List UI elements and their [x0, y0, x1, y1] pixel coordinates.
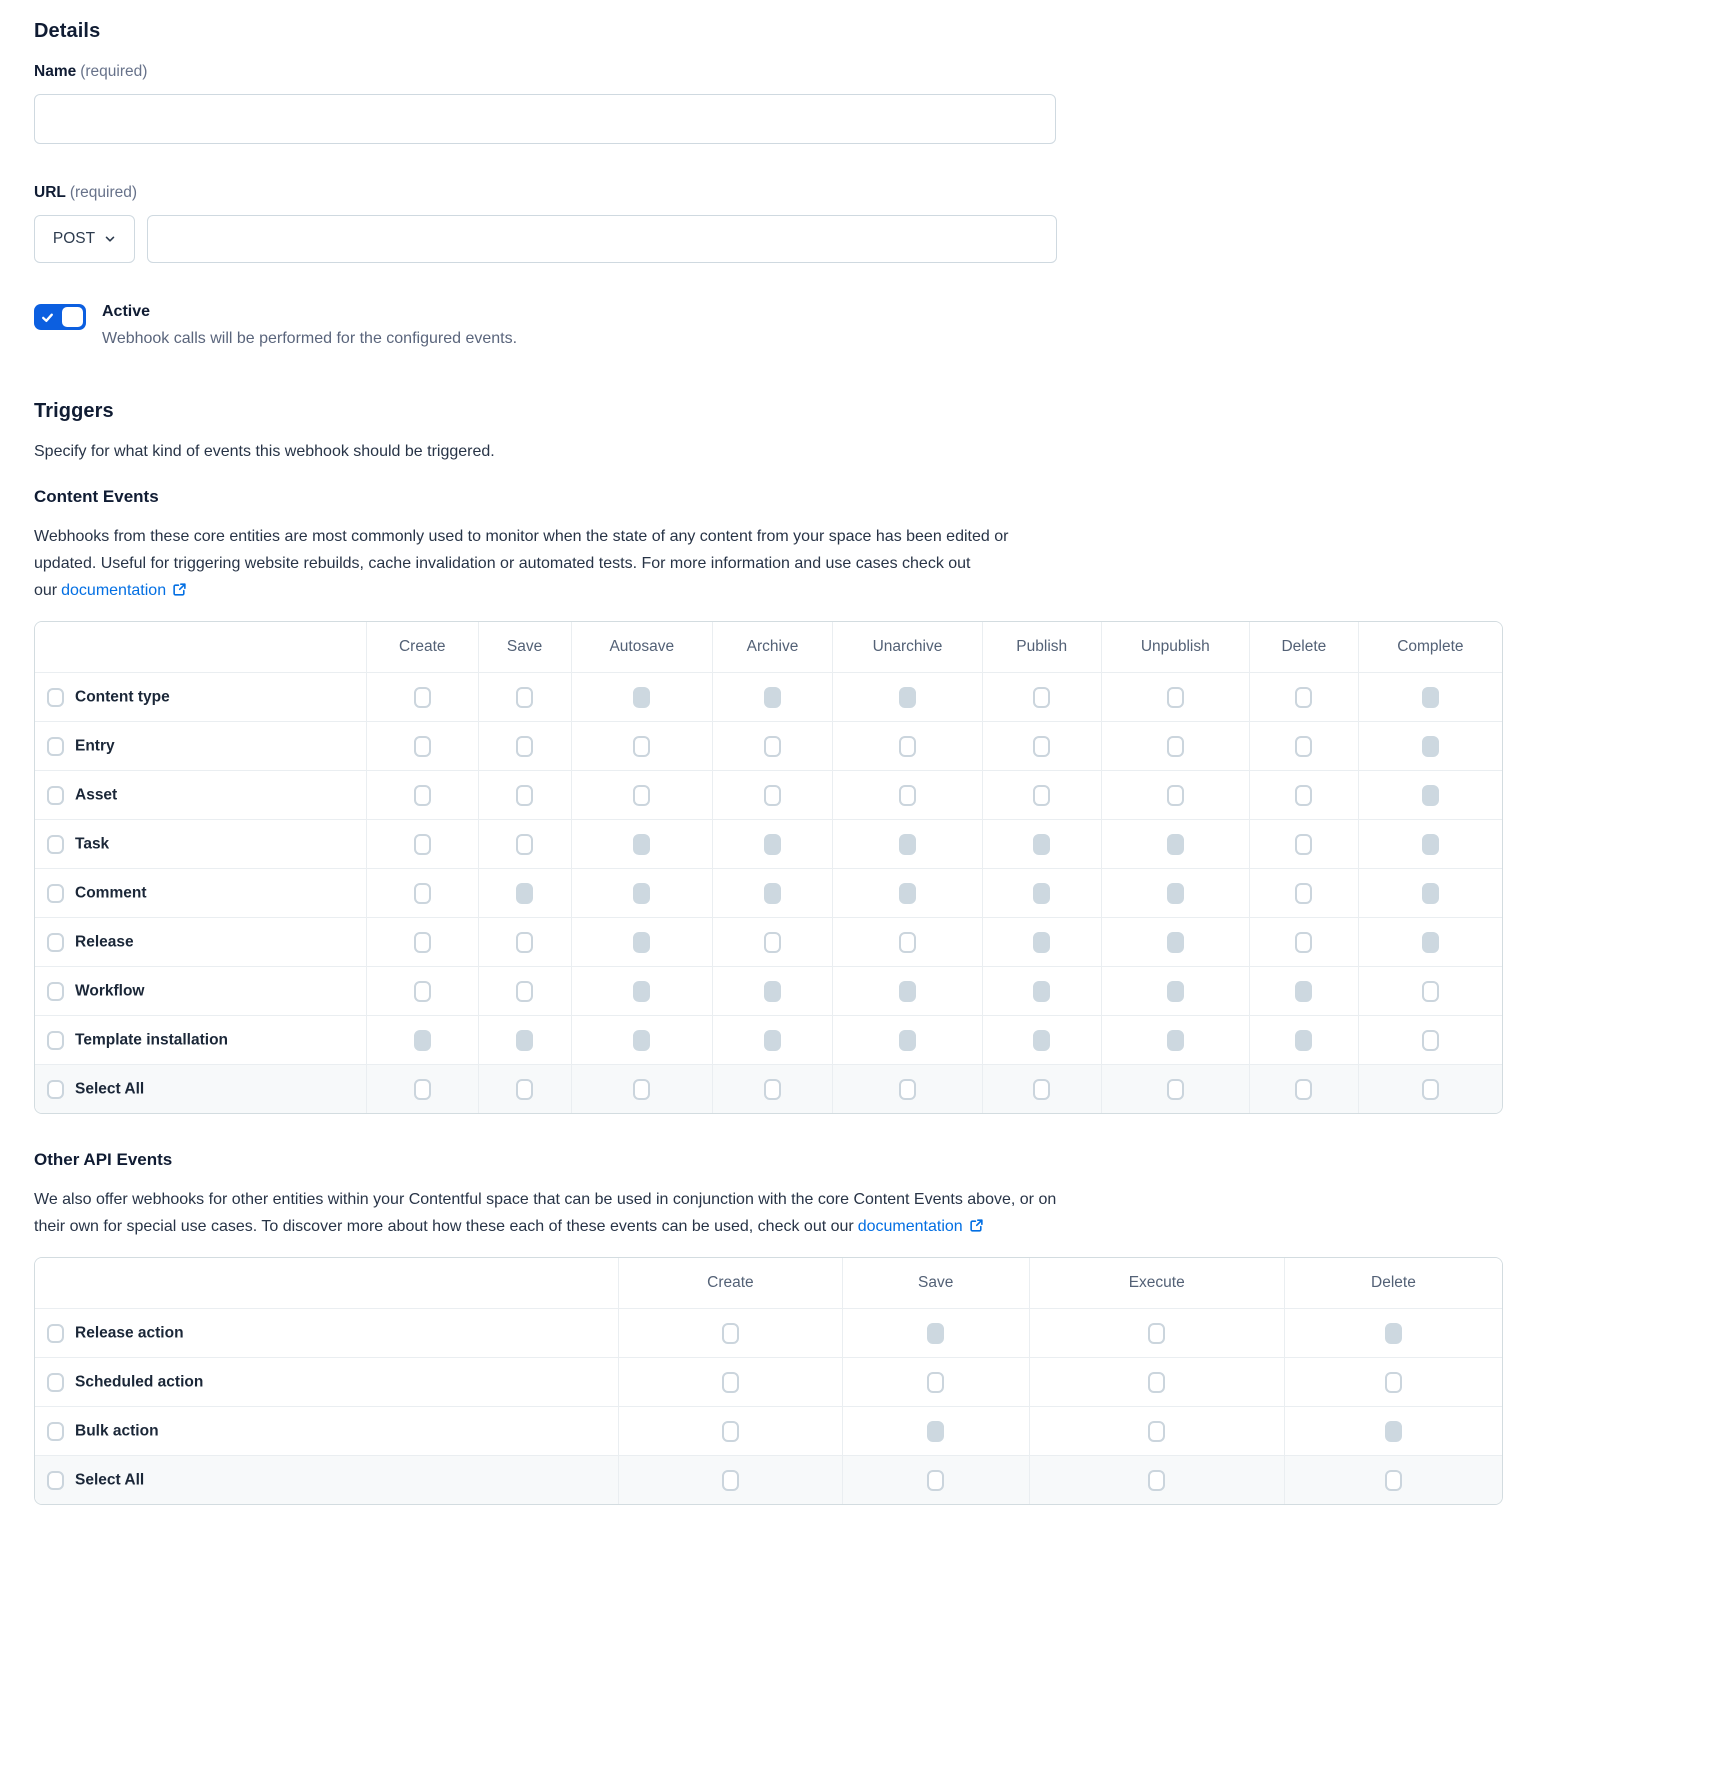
event-cell	[366, 819, 478, 868]
event-cell	[842, 1406, 1029, 1455]
event-cell	[712, 917, 832, 966]
table-row	[35, 770, 1502, 819]
event-checkbox-disabled	[899, 1030, 916, 1051]
event-cell	[842, 1308, 1029, 1357]
column-header: Autosave	[571, 622, 712, 672]
row-label: Asset	[75, 786, 118, 803]
event-cell	[366, 868, 478, 917]
event-cell	[832, 868, 982, 917]
event-cell	[982, 770, 1101, 819]
event-cell	[478, 819, 571, 868]
event-cell	[832, 721, 982, 770]
table-corner-cell	[35, 1258, 618, 1308]
event-checkbox-disabled	[1033, 932, 1050, 953]
row-label-cell	[35, 770, 366, 819]
row-label-cell	[35, 1406, 618, 1455]
event-checkbox[interactable]	[1295, 785, 1312, 806]
row-label-cell	[35, 1455, 618, 1504]
event-checkbox[interactable]	[899, 932, 916, 953]
table-row	[35, 868, 1502, 917]
event-checkbox[interactable]	[1148, 1372, 1165, 1393]
event-cell	[571, 1015, 712, 1064]
event-cell	[478, 672, 571, 721]
row-label-cell	[35, 819, 366, 868]
column-header: Save	[842, 1258, 1029, 1308]
event-checkbox-disabled	[1295, 1030, 1312, 1051]
event-checkbox-disabled	[1167, 981, 1184, 1002]
row-select-checkbox[interactable]	[47, 835, 64, 854]
event-checkbox[interactable]	[1295, 932, 1312, 953]
table-row	[35, 917, 1502, 966]
table-row	[35, 1308, 1502, 1357]
event-cell	[1358, 721, 1502, 770]
row-label: Entry	[75, 737, 115, 754]
event-checkbox[interactable]	[1033, 785, 1050, 806]
table-row	[35, 1455, 1502, 1504]
event-cell	[712, 819, 832, 868]
event-checkbox[interactable]	[414, 932, 431, 953]
event-checkbox[interactable]	[899, 1079, 916, 1100]
event-checkbox[interactable]	[764, 932, 781, 953]
event-cell	[842, 1455, 1029, 1504]
row-select-checkbox[interactable]	[47, 884, 64, 903]
row-label: Scheduled action	[75, 1373, 204, 1390]
table-row	[35, 672, 1502, 721]
content-events-description	[34, 523, 1066, 604]
event-cell	[842, 1357, 1029, 1406]
content-events-header-row	[35, 622, 1502, 672]
event-cell	[571, 1064, 712, 1113]
event-checkbox-disabled	[1033, 981, 1050, 1002]
event-checkbox-disabled	[899, 834, 916, 855]
event-checkbox[interactable]	[927, 1372, 944, 1393]
event-cell	[1249, 1015, 1358, 1064]
event-cell	[1101, 1015, 1250, 1064]
event-checkbox[interactable]	[516, 1079, 533, 1100]
event-cell	[1358, 966, 1502, 1015]
row-label-cell	[35, 1308, 618, 1357]
event-checkbox-disabled	[899, 687, 916, 708]
row-label: Release action	[75, 1324, 184, 1341]
table-row	[35, 966, 1502, 1015]
event-cell	[366, 966, 478, 1015]
event-checkbox[interactable]	[722, 1323, 739, 1344]
event-cell	[712, 868, 832, 917]
event-cell	[982, 672, 1101, 721]
documentation-link[interactable]: documentation	[857, 1218, 963, 1235]
event-checkbox-disabled	[899, 981, 916, 1002]
event-checkbox-disabled	[1422, 687, 1439, 708]
name-input[interactable]	[34, 94, 1056, 144]
event-cell	[712, 966, 832, 1015]
event-checkbox[interactable]	[516, 687, 533, 708]
column-header: Archive	[712, 622, 832, 672]
event-checkbox[interactable]	[764, 736, 781, 757]
event-checkbox[interactable]	[1295, 1079, 1312, 1100]
name-field-label	[34, 63, 1735, 81]
event-cell	[982, 819, 1101, 868]
column-header: Unpublish	[1101, 622, 1250, 672]
event-cell	[571, 819, 712, 868]
table-row	[35, 721, 1502, 770]
http-method-select[interactable]	[34, 215, 135, 263]
details-heading: Details	[34, 20, 101, 42]
event-cell	[832, 917, 982, 966]
event-checkbox-disabled	[516, 883, 533, 904]
column-header: Save	[478, 622, 571, 672]
column-header: Publish	[982, 622, 1101, 672]
event-checkbox[interactable]	[516, 736, 533, 757]
event-checkbox-disabled	[1422, 932, 1439, 953]
event-cell	[618, 1308, 842, 1357]
event-cell	[571, 721, 712, 770]
event-checkbox[interactable]	[1295, 687, 1312, 708]
event-checkbox[interactable]	[633, 1079, 650, 1100]
event-checkbox-disabled	[1033, 834, 1050, 855]
event-checkbox[interactable]	[1167, 785, 1184, 806]
row-label-cell	[35, 721, 366, 770]
event-checkbox[interactable]	[764, 785, 781, 806]
column-header: Execute	[1029, 1258, 1284, 1308]
event-checkbox[interactable]	[1295, 883, 1312, 904]
event-cell	[366, 917, 478, 966]
event-cell	[366, 672, 478, 721]
event-cell	[571, 672, 712, 721]
event-checkbox[interactable]	[1033, 736, 1050, 757]
external-link-icon	[969, 1218, 984, 1233]
event-cell	[1249, 770, 1358, 819]
row-select-checkbox[interactable]	[47, 737, 64, 756]
row-label: Select All	[75, 1080, 145, 1097]
event-cell	[982, 917, 1101, 966]
column-header: Delete	[1284, 1258, 1502, 1308]
row-select-checkbox[interactable]	[47, 1422, 64, 1441]
column-header: Complete	[1358, 622, 1502, 672]
event-cell	[1249, 1064, 1358, 1113]
event-checkbox[interactable]	[722, 1421, 739, 1442]
event-cell	[1249, 868, 1358, 917]
event-checkbox[interactable]	[414, 785, 431, 806]
event-cell	[1249, 721, 1358, 770]
event-checkbox-disabled	[927, 1323, 944, 1344]
event-checkbox[interactable]	[516, 785, 533, 806]
event-checkbox-disabled	[633, 932, 650, 953]
event-checkbox-disabled	[633, 687, 650, 708]
event-cell	[832, 819, 982, 868]
event-cell	[712, 672, 832, 721]
row-label-cell	[35, 966, 366, 1015]
event-cell	[571, 770, 712, 819]
event-checkbox[interactable]	[414, 883, 431, 904]
url-input[interactable]	[147, 215, 1057, 263]
url-required-hint: (required)	[69, 184, 138, 201]
event-cell	[618, 1455, 842, 1504]
event-cell	[1284, 1455, 1502, 1504]
other-api-events-description	[34, 1186, 1066, 1240]
event-cell	[366, 770, 478, 819]
event-checkbox[interactable]	[1422, 1030, 1439, 1051]
event-checkbox[interactable]	[764, 1079, 781, 1100]
table-row	[35, 819, 1502, 868]
event-checkbox[interactable]	[927, 1470, 944, 1491]
event-cell	[982, 1064, 1101, 1113]
event-cell	[478, 917, 571, 966]
event-cell	[832, 770, 982, 819]
event-checkbox[interactable]	[516, 932, 533, 953]
content-events-table	[34, 621, 1503, 1114]
row-label: Content type	[75, 688, 170, 705]
other-api-events-heading: Other API Events	[34, 1150, 173, 1169]
content-events-description-text: Webhooks from these core entities are most commonly used to monitor when the state of any content from your space has been edited or updated. Useful for triggering website rebuilds, cache invalidation or automated tests. For more information and use cases check out our	[34, 528, 1009, 599]
event-checkbox[interactable]	[899, 736, 916, 757]
http-method-value: POST	[52, 230, 96, 247]
event-cell	[571, 917, 712, 966]
toggle-knob	[62, 307, 83, 327]
event-checkbox[interactable]	[1422, 981, 1439, 1002]
event-cell	[832, 1015, 982, 1064]
event-checkbox-disabled	[1385, 1323, 1402, 1344]
event-checkbox-disabled	[1422, 736, 1439, 757]
event-checkbox[interactable]	[1295, 736, 1312, 757]
event-checkbox[interactable]	[1385, 1470, 1402, 1491]
event-cell	[478, 770, 571, 819]
event-checkbox[interactable]	[1167, 1079, 1184, 1100]
event-checkbox-disabled	[516, 1030, 533, 1051]
event-cell	[1249, 819, 1358, 868]
column-header: Create	[366, 622, 478, 672]
event-checkbox-disabled	[1422, 834, 1439, 855]
event-checkbox-disabled	[1033, 1030, 1050, 1051]
row-label-cell	[35, 917, 366, 966]
row-select-checkbox[interactable]	[47, 933, 64, 952]
event-cell	[1101, 819, 1250, 868]
url-field-block	[34, 184, 1735, 263]
row-label: Bulk action	[75, 1422, 159, 1439]
row-label-cell	[35, 1357, 618, 1406]
event-cell	[366, 1064, 478, 1113]
event-cell	[366, 721, 478, 770]
row-label: Select All	[75, 1471, 145, 1488]
event-cell	[1029, 1406, 1284, 1455]
event-checkbox-disabled	[764, 981, 781, 1002]
event-checkbox-disabled	[1385, 1421, 1402, 1442]
event-checkbox-disabled	[1295, 981, 1312, 1002]
event-cell	[1101, 721, 1250, 770]
event-cell	[982, 868, 1101, 917]
event-checkbox-disabled	[764, 883, 781, 904]
event-checkbox[interactable]	[1167, 736, 1184, 757]
table-row	[35, 1357, 1502, 1406]
url-field-label	[34, 184, 1735, 202]
row-label: Workflow	[75, 982, 145, 999]
event-cell	[832, 672, 982, 721]
event-cell	[832, 1064, 982, 1113]
event-cell	[366, 1015, 478, 1064]
event-cell	[1101, 1064, 1250, 1113]
event-checkbox[interactable]	[1148, 1323, 1165, 1344]
event-cell	[1101, 868, 1250, 917]
event-checkbox-disabled	[1167, 1030, 1184, 1051]
other-api-events-table	[34, 1257, 1503, 1505]
event-checkbox-disabled	[633, 981, 650, 1002]
event-checkbox[interactable]	[633, 785, 650, 806]
event-checkbox[interactable]	[516, 981, 533, 1002]
event-cell	[1358, 868, 1502, 917]
event-cell	[712, 1064, 832, 1113]
event-checkbox[interactable]	[722, 1470, 739, 1491]
event-checkbox[interactable]	[1422, 1079, 1439, 1100]
event-cell	[1101, 917, 1250, 966]
event-checkbox[interactable]	[414, 687, 431, 708]
external-link-icon	[172, 582, 187, 597]
event-checkbox[interactable]	[1148, 1421, 1165, 1442]
row-label: Release	[75, 933, 134, 950]
event-cell	[618, 1406, 842, 1455]
event-checkbox[interactable]	[633, 736, 650, 757]
event-checkbox[interactable]	[516, 834, 533, 855]
event-cell	[1284, 1357, 1502, 1406]
event-checkbox-disabled	[1033, 883, 1050, 904]
documentation-link[interactable]: documentation	[61, 582, 167, 599]
event-cell	[1249, 966, 1358, 1015]
event-cell	[712, 1015, 832, 1064]
triggers-subtitle: Specify for what kind of events this webhook should be triggered.	[34, 443, 495, 460]
active-description: Webhook calls will be performed for the configured events.	[102, 330, 518, 347]
column-header: Delete	[1249, 622, 1358, 672]
event-checkbox[interactable]	[1167, 687, 1184, 708]
event-cell	[1101, 770, 1250, 819]
row-select-checkbox[interactable]	[47, 1324, 64, 1343]
event-checkbox-disabled	[1422, 883, 1439, 904]
event-cell	[1284, 1308, 1502, 1357]
event-cell	[478, 1064, 571, 1113]
event-cell	[982, 966, 1101, 1015]
check-icon	[40, 310, 55, 325]
event-cell	[1101, 672, 1250, 721]
active-label: Active	[102, 303, 151, 320]
event-checkbox-disabled	[633, 1030, 650, 1051]
other-api-events-header-row	[35, 1258, 1502, 1308]
event-cell	[1358, 1015, 1502, 1064]
event-checkbox[interactable]	[722, 1372, 739, 1393]
event-cell	[1029, 1455, 1284, 1504]
event-cell	[1358, 917, 1502, 966]
name-label: Name	[34, 63, 77, 80]
event-cell	[712, 770, 832, 819]
event-checkbox[interactable]	[414, 736, 431, 757]
table-row	[35, 1064, 1502, 1113]
event-cell	[982, 1015, 1101, 1064]
table-row	[35, 1015, 1502, 1064]
event-checkbox-disabled	[633, 834, 650, 855]
event-cell	[478, 868, 571, 917]
triggers-heading: Triggers	[34, 400, 114, 422]
table-row	[35, 1406, 1502, 1455]
event-cell	[832, 966, 982, 1015]
event-checkbox[interactable]	[414, 834, 431, 855]
event-cell	[1284, 1406, 1502, 1455]
event-checkbox-disabled	[899, 883, 916, 904]
event-cell	[1101, 966, 1250, 1015]
row-select-checkbox[interactable]	[47, 688, 64, 707]
event-cell	[1029, 1308, 1284, 1357]
event-checkbox-disabled	[764, 1030, 781, 1051]
event-checkbox[interactable]	[414, 1079, 431, 1100]
event-checkbox-disabled	[1167, 932, 1184, 953]
row-label-cell	[35, 868, 366, 917]
event-checkbox-disabled	[1167, 883, 1184, 904]
event-cell	[1358, 672, 1502, 721]
event-checkbox-disabled	[1422, 785, 1439, 806]
event-cell	[478, 1015, 571, 1064]
name-required-hint: (required)	[80, 63, 148, 80]
event-cell	[1249, 917, 1358, 966]
event-cell	[478, 721, 571, 770]
row-label: Task	[75, 835, 110, 852]
event-checkbox-disabled	[633, 883, 650, 904]
event-cell	[1029, 1357, 1284, 1406]
event-cell	[982, 721, 1101, 770]
event-checkbox[interactable]	[1033, 1079, 1050, 1100]
active-toggle-row	[34, 301, 1735, 348]
name-field-block	[34, 63, 1735, 144]
event-cell	[478, 966, 571, 1015]
event-checkbox-disabled	[1167, 834, 1184, 855]
row-label-cell	[35, 1064, 366, 1113]
event-cell	[1358, 770, 1502, 819]
event-checkbox-disabled	[927, 1421, 944, 1442]
row-label-cell	[35, 1015, 366, 1064]
row-select-checkbox[interactable]	[47, 1080, 64, 1099]
url-label: URL	[34, 184, 66, 201]
row-label: Template installation	[75, 1031, 229, 1048]
event-cell	[571, 966, 712, 1015]
event-checkbox[interactable]	[1295, 834, 1312, 855]
other-api-events-description-text: We also offer webhooks for other entities within your Contentful space that can be used in conjunction with the core Content Events above, or on their own for special use cases. To discover more about how these each of these events can be used, check out our	[34, 1191, 1057, 1235]
content-events-heading: Content Events	[34, 487, 159, 506]
event-checkbox-disabled	[764, 834, 781, 855]
column-header: Create	[618, 1258, 842, 1308]
event-checkbox[interactable]	[899, 785, 916, 806]
event-checkbox-disabled	[414, 1030, 431, 1051]
event-cell	[1249, 672, 1358, 721]
row-label: Comment	[75, 884, 147, 901]
row-select-checkbox[interactable]	[47, 982, 64, 1001]
active-toggle[interactable]	[34, 304, 86, 330]
event-checkbox[interactable]	[1033, 687, 1050, 708]
row-select-checkbox[interactable]	[47, 786, 64, 805]
chevron-down-icon	[104, 233, 116, 245]
event-cell	[618, 1357, 842, 1406]
event-cell	[571, 868, 712, 917]
event-cell	[1358, 1064, 1502, 1113]
row-select-checkbox[interactable]	[47, 1373, 64, 1392]
event-cell	[1358, 819, 1502, 868]
row-select-checkbox[interactable]	[47, 1031, 64, 1050]
event-checkbox-disabled	[764, 687, 781, 708]
event-checkbox[interactable]	[1385, 1372, 1402, 1393]
column-header: Unarchive	[832, 622, 982, 672]
row-label-cell	[35, 672, 366, 721]
event-cell	[712, 721, 832, 770]
event-checkbox[interactable]	[1148, 1470, 1165, 1491]
row-select-checkbox[interactable]	[47, 1471, 64, 1490]
table-corner-cell	[35, 622, 366, 672]
event-checkbox[interactable]	[414, 981, 431, 1002]
